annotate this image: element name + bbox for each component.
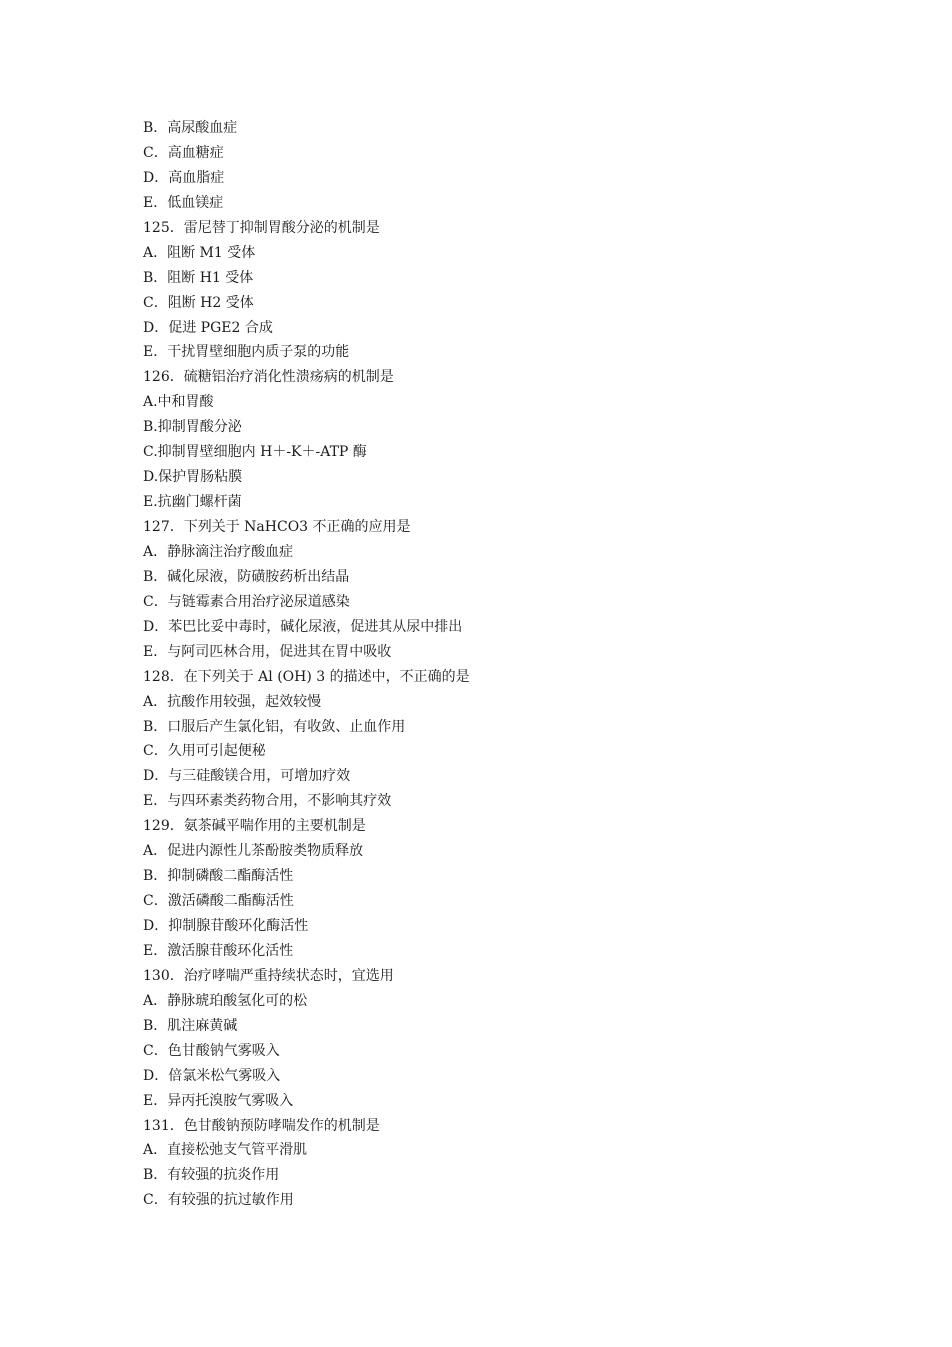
text-line: C．与链霉素合用治疗泌尿道感染 (143, 593, 350, 610)
text-line: C．高血糖症 (143, 144, 224, 161)
text-line: D．倍氯米松气雾吸入 (143, 1067, 281, 1084)
text-line: D．苯巴比妥中毒时，碱化尿液，促进其从尿中排出 (143, 618, 463, 635)
text-line: B．口服后产生氯化铝，有收敛、止血作用 (143, 718, 406, 735)
text-line: E．激活腺苷酸环化活性 (143, 942, 294, 959)
text-line: D．高血脂症 (143, 169, 225, 186)
text-line: B．高尿酸血症 (143, 120, 238, 136)
text-line: C．色甘酸钠气雾吸入 (143, 1042, 280, 1059)
text-line: A．抗酸作用较强，起效较慢 (143, 693, 322, 710)
document-body (143, 116, 843, 1213)
text-line: 125．雷尼替丁抑制胃酸分泌的机制是 (143, 219, 380, 236)
text-line: B．肌注麻黄碱 (143, 1017, 238, 1034)
text-line: 129．氨茶碱平喘作用的主要机制是 (143, 818, 366, 835)
text-line: C．阻断 H2 受体 (143, 294, 254, 311)
text-line: A．直接松弛支气管平滑肌 (143, 1142, 308, 1159)
text-line: 126．硫糖铝治疗消化性溃疡病的机制是 (143, 369, 394, 386)
text-line: C.抑制胃壁细胞内 H＋-K＋-ATP 酶 (143, 444, 367, 461)
text-line: C．有较强的抗过敏作用 (143, 1192, 294, 1209)
text-line: E．与阿司匹林合用，促进其在胃中吸收 (143, 643, 392, 660)
text-line: E．异丙托溴胺气雾吸入 (143, 1092, 294, 1109)
text-line: B．抑制磷酸二酯酶活性 (143, 868, 294, 885)
text-line: A．静脉琥珀酸氢化可的松 (143, 992, 308, 1009)
text-line: D．与三硅酸镁合用，可增加疗效 (143, 768, 351, 785)
text-line: B.抑制胃酸分泌 (143, 419, 242, 436)
text-line: 127．下列关于 NaHCO3 不正确的应用是 (143, 519, 411, 535)
text-line: E．低血镁症 (143, 194, 224, 211)
text-line: D．促进 PGE2 合成 (143, 319, 273, 336)
text-line: B．阻断 H1 受体 (143, 269, 254, 286)
text-line: B．有较强的抗炎作用 (143, 1167, 280, 1184)
text-line: A．促进内源性儿茶酚胺类物质释放 (143, 843, 364, 860)
text-line: E.抗幽门螺杆菌 (143, 494, 242, 511)
text-line: C．激活磷酸二酯酶活性 (143, 893, 294, 910)
text-line: E．干扰胃壁细胞内质子泵的功能 (143, 344, 350, 361)
text-line: A．静脉滴注治疗酸血症 (143, 543, 294, 560)
text-line: 128．在下列关于 Al (OH) 3 的描述中，不正确的是 (143, 668, 470, 685)
text-line: B．碱化尿液，防磺胺药析出结晶 (143, 568, 350, 585)
text-line: D．抑制腺苷酸环化酶活性 (143, 918, 309, 934)
text-line: A.中和胃酸 (143, 394, 214, 411)
text-line: 130．治疗哮喘严重持续状态时，宜选用 (143, 967, 394, 984)
text-line: 131．色甘酸钠预防哮喘发作的机制是 (143, 1117, 380, 1134)
text-line: E．与四环素类药物合用，不影响其疗效 (143, 793, 392, 810)
text-line: C．久用可引起便秘 (143, 743, 266, 760)
text-line: A．阻断 M1 受体 (143, 244, 256, 261)
text-line: D.保护胃肠粘膜 (143, 469, 243, 486)
